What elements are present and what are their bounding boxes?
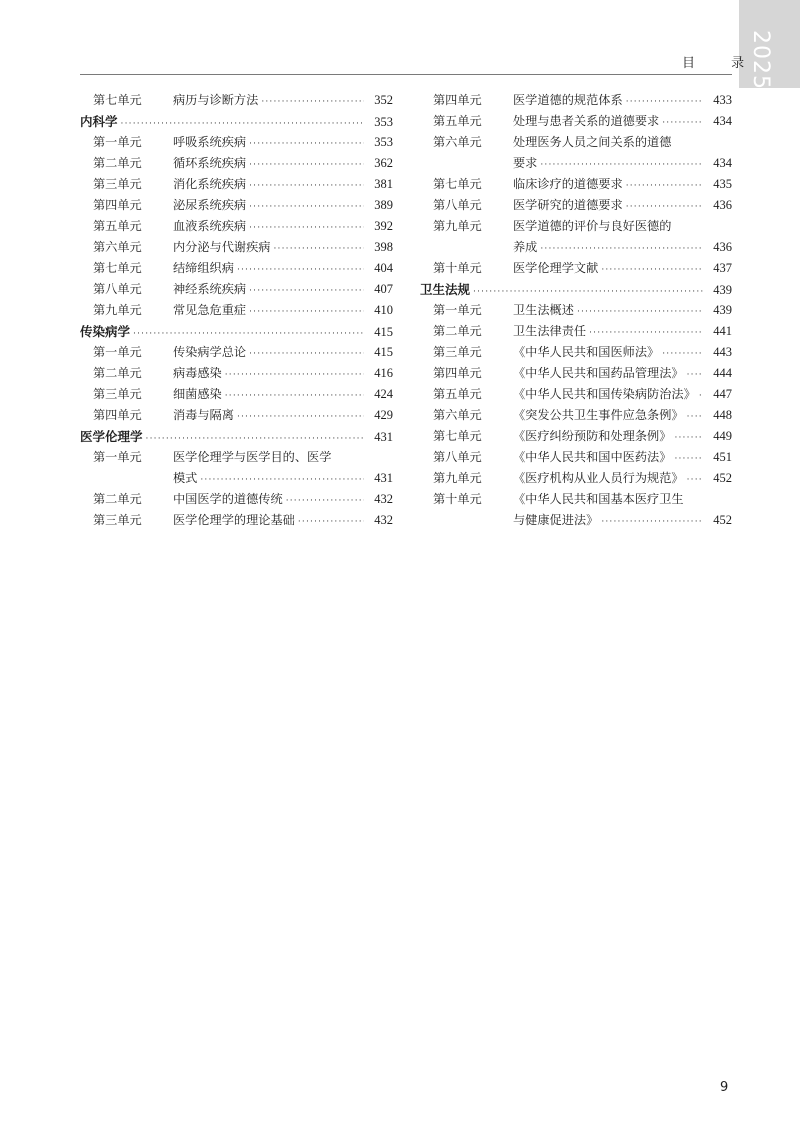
page-ref: 416 xyxy=(374,366,393,380)
page-ref: 434 xyxy=(713,114,732,128)
dot-leader xyxy=(674,449,703,470)
page-ref: 444 xyxy=(713,366,732,380)
dot-leader xyxy=(261,92,364,113)
unit-label: 第九单元 xyxy=(93,303,142,317)
page-ref: 432 xyxy=(374,513,393,527)
unit-title: 医学研究的道德要求 xyxy=(513,198,623,212)
toc-unit-entry[interactable] xyxy=(80,153,393,174)
unit-label: 第四单元 xyxy=(93,408,142,422)
toc-unit-entry-continuation[interactable] xyxy=(80,468,393,489)
unit-label: 第一单元 xyxy=(93,450,142,464)
unit-label: 第六单元 xyxy=(433,408,482,422)
dot-leader xyxy=(200,470,364,491)
page-ref: 452 xyxy=(713,513,732,527)
page-ref: 415 xyxy=(374,345,393,359)
toc-unit-entry[interactable] xyxy=(420,195,732,216)
unit-title: 中国医学的道德传统 xyxy=(173,492,283,506)
unit-label: 第二单元 xyxy=(93,156,142,170)
toc-unit-entry-first-line[interactable] xyxy=(420,132,732,153)
unit-title-continued: 与健康促进法》 xyxy=(513,513,599,527)
dot-leader xyxy=(577,302,703,323)
page-ref: 429 xyxy=(374,408,393,422)
unit-title: 医学道德的评价与良好医德的 xyxy=(513,219,672,233)
page-ref: 436 xyxy=(713,240,732,254)
unit-title: 《中华人民共和国医师法》 xyxy=(513,345,660,359)
page-ref: 449 xyxy=(713,429,732,443)
unit-label: 第九单元 xyxy=(433,471,482,485)
toc-unit-entry-first-line[interactable] xyxy=(80,447,393,468)
unit-title-continued: 要求 xyxy=(513,156,538,170)
dot-leader xyxy=(298,512,364,533)
unit-title: 医学道德的规范体系 xyxy=(513,93,623,107)
toc-unit-entry[interactable] xyxy=(80,237,393,258)
dot-leader xyxy=(601,512,703,533)
dot-leader xyxy=(540,239,703,260)
unit-label: 第六单元 xyxy=(433,135,482,149)
toc-unit-entry-first-line[interactable] xyxy=(420,216,732,237)
dot-leader xyxy=(225,365,364,386)
toc-left-column xyxy=(80,90,393,531)
toc-unit-entry[interactable] xyxy=(420,300,732,321)
dot-leader xyxy=(699,386,703,407)
dot-leader xyxy=(540,155,703,176)
page-ref: 353 xyxy=(374,115,393,129)
unit-title: 《医疗纠纷预防和处理条例》 xyxy=(513,429,672,443)
toc-unit-entry[interactable] xyxy=(80,132,393,153)
unit-title: 处理医务人员之间关系的道德 xyxy=(513,135,672,149)
unit-title: 消毒与隔离 xyxy=(173,408,234,422)
unit-title: 《中华人民共和国传染病防治法》 xyxy=(513,387,696,401)
unit-label: 第十单元 xyxy=(433,492,482,506)
page-ref: 362 xyxy=(374,156,393,170)
toc-unit-entry[interactable] xyxy=(420,426,732,447)
toc-unit-entry[interactable] xyxy=(80,405,393,426)
toc-section-entry[interactable] xyxy=(80,321,393,342)
unit-label: 第三单元 xyxy=(433,345,482,359)
toc-section-entry[interactable] xyxy=(80,111,393,132)
page-ref: 432 xyxy=(374,492,393,506)
page-ref: 439 xyxy=(713,303,732,317)
unit-title: 病历与诊断方法 xyxy=(173,93,259,107)
toc-unit-entry[interactable] xyxy=(80,258,393,279)
unit-label: 第七单元 xyxy=(93,261,142,275)
page-ref: 431 xyxy=(374,430,393,444)
unit-label: 第六单元 xyxy=(93,240,142,254)
toc-unit-entry[interactable] xyxy=(80,489,393,510)
dot-leader xyxy=(249,344,364,365)
unit-title: 医学伦理学的理论基础 xyxy=(173,513,295,527)
toc-unit-entry[interactable] xyxy=(80,342,393,363)
dot-leader xyxy=(274,239,365,260)
page-ref: 353 xyxy=(374,135,393,149)
toc-unit-entry-continuation[interactable] xyxy=(420,510,732,531)
dot-leader xyxy=(249,302,364,323)
section-title: 内科学 xyxy=(80,114,118,129)
unit-label: 第七单元 xyxy=(433,429,482,443)
header-divider xyxy=(80,74,732,75)
page-header-title: 目 录 xyxy=(682,56,761,71)
page-ref: 443 xyxy=(713,345,732,359)
toc-unit-entry[interactable] xyxy=(420,90,732,111)
unit-title-continued: 养成 xyxy=(513,240,538,254)
toc-unit-entry[interactable] xyxy=(80,174,393,195)
page-ref: 398 xyxy=(374,240,393,254)
unit-title: 卫生法概述 xyxy=(513,303,574,317)
dot-leader xyxy=(237,407,364,428)
unit-title: 卫生法律责任 xyxy=(513,324,587,338)
page-ref: 434 xyxy=(713,156,732,170)
unit-label: 第八单元 xyxy=(433,450,482,464)
dot-leader xyxy=(601,260,703,281)
unit-title: 《突发公共卫生事件应急条例》 xyxy=(513,408,684,422)
toc-unit-entry[interactable] xyxy=(80,363,393,384)
unit-label: 第七单元 xyxy=(433,177,482,191)
toc-right-column xyxy=(420,90,732,531)
page-ref: 381 xyxy=(374,177,393,191)
unit-title: 呼吸系统疾病 xyxy=(173,135,247,149)
toc-unit-entry[interactable] xyxy=(420,321,732,342)
unit-label: 第二单元 xyxy=(93,492,142,506)
unit-label: 第九单元 xyxy=(433,219,482,233)
unit-title: 医学伦理学文献 xyxy=(513,261,599,275)
page-number: 9 xyxy=(720,1080,729,1095)
toc-unit-entry[interactable] xyxy=(80,384,393,405)
unit-label: 第三单元 xyxy=(93,387,142,401)
dot-leader xyxy=(626,197,703,218)
page-ref: 392 xyxy=(374,219,393,233)
toc-unit-entry[interactable] xyxy=(80,300,393,321)
page-ref: 431 xyxy=(374,471,393,485)
unit-title-continued: 模式 xyxy=(173,471,198,485)
unit-title: 常见急危重症 xyxy=(173,303,247,317)
unit-label: 第五单元 xyxy=(93,219,142,233)
section-title: 传染病学 xyxy=(80,324,131,339)
page-ref: 424 xyxy=(374,387,393,401)
dot-leader xyxy=(662,344,703,365)
unit-title: 处理与患者关系的道德要求 xyxy=(513,114,660,128)
page-ref: 447 xyxy=(713,387,732,401)
toc-section-entry[interactable] xyxy=(80,426,393,447)
unit-label: 第五单元 xyxy=(433,114,482,128)
unit-label: 第十单元 xyxy=(433,261,482,275)
unit-label: 第二单元 xyxy=(433,324,482,338)
toc-unit-entry[interactable] xyxy=(80,510,393,531)
dot-leader xyxy=(249,155,364,176)
dot-leader xyxy=(249,218,364,239)
dot-leader xyxy=(687,407,703,428)
toc-unit-entry-first-line[interactable] xyxy=(420,489,732,510)
dot-leader xyxy=(249,281,364,302)
page-ref: 352 xyxy=(374,93,393,107)
unit-title: 《医疗机构从业人员行为规范》 xyxy=(513,471,684,485)
unit-title: 消化系统疾病 xyxy=(173,177,247,191)
page-ref: 448 xyxy=(713,408,732,422)
dot-leader xyxy=(674,428,703,449)
toc-unit-entry[interactable] xyxy=(420,405,732,426)
unit-label: 第三单元 xyxy=(93,177,142,191)
unit-label: 第一单元 xyxy=(93,345,142,359)
dot-leader xyxy=(286,491,364,512)
unit-title: 医学伦理学与医学目的、医学 xyxy=(173,450,332,464)
unit-label: 第一单元 xyxy=(433,303,482,317)
toc-unit-entry[interactable] xyxy=(420,447,732,468)
unit-title: 血液系统疾病 xyxy=(173,219,247,233)
page-ref: 407 xyxy=(374,282,393,296)
section-title: 卫生法规 xyxy=(420,282,471,297)
dot-leader xyxy=(662,113,703,134)
year-tab-label: 2025 xyxy=(748,30,773,90)
page-ref: 435 xyxy=(713,177,732,191)
dot-leader xyxy=(225,386,364,407)
unit-title: 《中华人民共和国药品管理法》 xyxy=(513,366,684,380)
page-ref: 404 xyxy=(374,261,393,275)
toc-unit-entry[interactable] xyxy=(420,468,732,489)
page-ref: 451 xyxy=(713,450,732,464)
dot-leader xyxy=(237,260,364,281)
toc-unit-entry[interactable] xyxy=(420,363,732,384)
page-ref: 452 xyxy=(713,471,732,485)
toc-unit-entry[interactable] xyxy=(80,216,393,237)
page-ref: 433 xyxy=(713,93,732,107)
page-ref: 389 xyxy=(374,198,393,212)
unit-label: 第一单元 xyxy=(93,135,142,149)
unit-title: 《中华人民共和国中医药法》 xyxy=(513,450,672,464)
unit-label: 第二单元 xyxy=(93,366,142,380)
page-ref: 415 xyxy=(374,325,393,339)
toc-unit-entry[interactable] xyxy=(80,279,393,300)
toc-unit-entry[interactable] xyxy=(420,258,732,279)
unit-title: 病毒感染 xyxy=(173,366,222,380)
page-ref: 437 xyxy=(713,261,732,275)
unit-label: 第四单元 xyxy=(433,366,482,380)
unit-title: 临床诊疗的道德要求 xyxy=(513,177,623,191)
unit-title: 细菌感染 xyxy=(173,387,222,401)
toc-section-entry[interactable] xyxy=(420,279,732,300)
dot-leader xyxy=(249,134,364,155)
unit-title: 泌尿系统疾病 xyxy=(173,198,247,212)
toc-unit-entry[interactable] xyxy=(80,90,393,111)
unit-title: 神经系统疾病 xyxy=(173,282,247,296)
page-ref: 439 xyxy=(713,283,732,297)
unit-label: 第三单元 xyxy=(93,513,142,527)
unit-label: 第四单元 xyxy=(93,198,142,212)
unit-label: 第五单元 xyxy=(433,387,482,401)
dot-leader xyxy=(589,323,703,344)
toc-unit-entry-continuation[interactable] xyxy=(420,237,732,258)
page-ref: 441 xyxy=(713,324,732,338)
dot-leader xyxy=(687,365,703,386)
toc-unit-entry[interactable] xyxy=(420,111,732,132)
unit-label: 第四单元 xyxy=(433,93,482,107)
section-title: 医学伦理学 xyxy=(80,429,143,444)
page-ref: 410 xyxy=(374,303,393,317)
toc-unit-entry[interactable] xyxy=(80,195,393,216)
unit-title: 传染病学总论 xyxy=(173,345,247,359)
toc-unit-entry[interactable] xyxy=(420,384,732,405)
page-ref: 436 xyxy=(713,198,732,212)
unit-label: 第八单元 xyxy=(433,198,482,212)
year-side-tab xyxy=(739,0,800,88)
unit-title: 结缔组织病 xyxy=(173,261,234,275)
unit-label: 第八单元 xyxy=(93,282,142,296)
dot-leader xyxy=(626,176,703,197)
dot-leader xyxy=(687,470,703,491)
toc-unit-entry[interactable] xyxy=(420,342,732,363)
unit-label: 第七单元 xyxy=(93,93,142,107)
dot-leader xyxy=(249,176,364,197)
toc-unit-entry-continuation[interactable] xyxy=(420,153,732,174)
unit-title: 循环系统疾病 xyxy=(173,156,247,170)
unit-title: 《中华人民共和国基本医疗卫生 xyxy=(513,492,684,506)
dot-leader xyxy=(249,197,364,218)
toc-unit-entry[interactable] xyxy=(420,174,732,195)
dot-leader xyxy=(626,92,703,113)
unit-title: 内分泌与代谢疾病 xyxy=(173,240,271,254)
